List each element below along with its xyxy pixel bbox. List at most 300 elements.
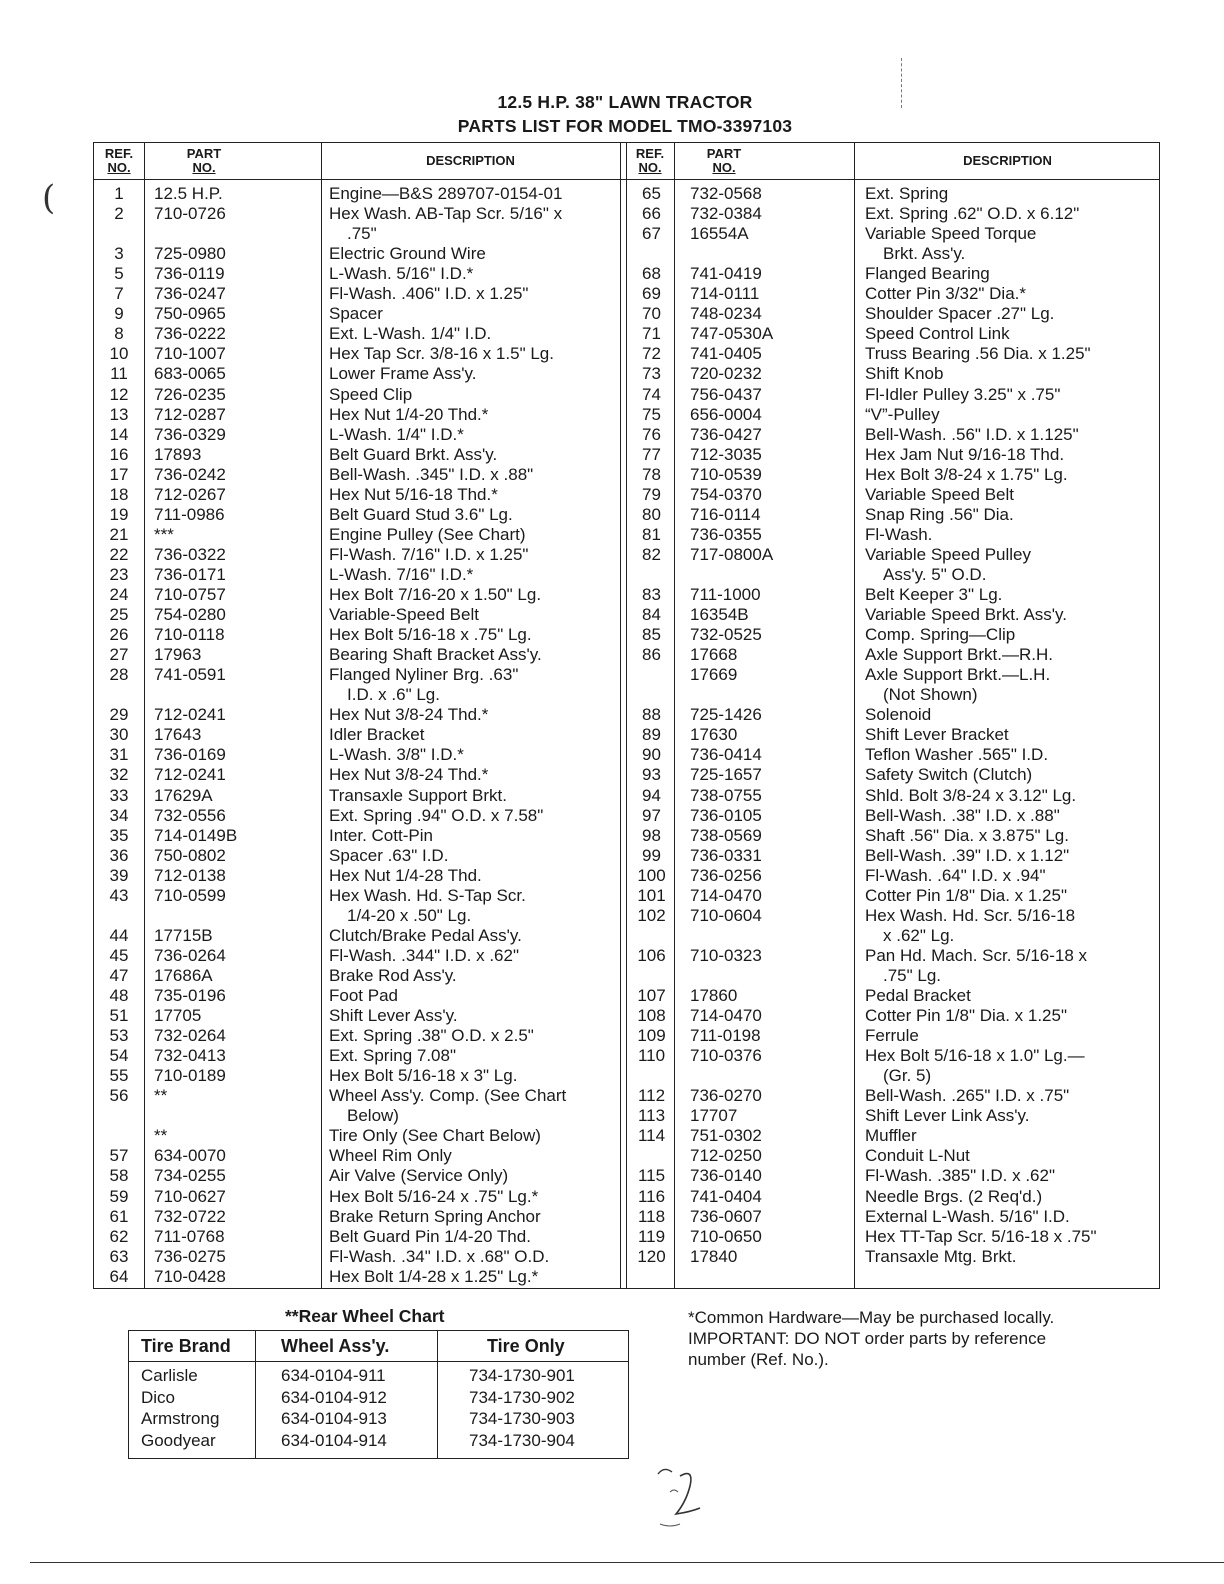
- right-row: [94, 244, 1161, 264]
- right-row: [94, 224, 1161, 244]
- left-part: 732-0264: [154, 1026, 226, 1046]
- left-desc: Ext. Spring .94" O.D. x 7.58": [329, 805, 544, 825]
- right-row: [94, 1126, 1161, 1146]
- left-ref: 25: [109, 605, 129, 625]
- left-part: 710-0726: [154, 204, 226, 224]
- left-desc: Hex Nut 1/4-20 Thd.*: [329, 404, 489, 424]
- right-desc: Ferrule: [865, 1026, 919, 1046]
- right-desc: Cotter Pin 1/8" Dia. x 1.25": [865, 1006, 1067, 1026]
- right-ref: 90: [642, 745, 661, 765]
- right-desc: Solenoid: [865, 705, 932, 725]
- left-part: 750-0965: [154, 304, 226, 324]
- right-part: 732-0525: [690, 625, 762, 645]
- left-ref: 29: [109, 705, 129, 725]
- right-row: [94, 745, 1161, 765]
- right-ref: 85: [642, 625, 661, 645]
- right-ref: 102: [637, 905, 666, 925]
- right-desc: Shld. Bolt 3/8-24 x 3.12" Lg.: [865, 785, 1077, 805]
- right-ref: 107: [637, 986, 666, 1005]
- right-row: [94, 344, 1161, 364]
- left-desc: Belt Guard Brkt. Ass'y.: [329, 444, 498, 464]
- right-desc: Variable Speed Brkt. Ass'y.: [865, 605, 1067, 625]
- right-ref: 113: [637, 1106, 666, 1126]
- left-part: 736-0264: [154, 945, 226, 965]
- right-desc: Fl-Wash. .64" I.D. x .94": [865, 865, 1046, 885]
- right-desc: Bell-Wash. .38" I.D. x .88": [865, 805, 1060, 825]
- right-row: [94, 826, 1161, 846]
- right-ref: 116: [637, 1186, 666, 1206]
- right-desc: Bell-Wash. .39" I.D. x 1.12": [865, 845, 1070, 865]
- wheel-header-brand: Tire Brand: [141, 1336, 231, 1356]
- left-part: 732-0722: [154, 1206, 226, 1226]
- right-desc: (Gr. 5): [883, 1066, 932, 1086]
- wheel-chart-row: [129, 1408, 628, 1430]
- right-desc: Shoulder Spacer .27" Lg.: [865, 304, 1055, 324]
- right-row: [94, 304, 1161, 324]
- left-desc: Hex Bolt 5/16-24 x .75" Lg.*: [329, 1186, 539, 1206]
- right-part: 736-0355: [690, 524, 762, 544]
- right-row: [94, 425, 1161, 445]
- right-desc: Bell-Wash. .265" I.D. x .75": [865, 1086, 1070, 1106]
- right-row: [94, 324, 1161, 344]
- right-part: 754-0370: [690, 484, 762, 504]
- right-desc: Flanged Bearing: [865, 264, 990, 284]
- bottom-rule: [30, 1562, 1224, 1563]
- right-ref: 110: [637, 1046, 666, 1066]
- right-ref: 69: [642, 284, 661, 304]
- right-ref: 106: [637, 945, 666, 965]
- left-part: 710-0189: [154, 1066, 226, 1086]
- left-part: 726-0235: [154, 384, 226, 404]
- left-part: 712-0287: [154, 404, 226, 424]
- right-desc: External L-Wash. 5/16" I.D.: [865, 1206, 1070, 1226]
- left-ref: 2: [114, 204, 124, 224]
- left-ref: 5: [114, 264, 124, 284]
- right-ref: 94: [642, 785, 661, 805]
- right-desc: Axle Support Brkt.—R.H.: [865, 645, 1054, 665]
- left-desc: Hex Wash. AB-Tap Scr. 5/16" x: [329, 204, 563, 224]
- right-desc: Brkt. Ass'y.: [883, 244, 966, 264]
- left-ref: 17: [109, 464, 129, 484]
- left-ref: 3: [114, 244, 124, 264]
- wheel-assy-part: 634-0104-911: [281, 1366, 386, 1385]
- tire-only-part: 734-1730-904: [469, 1430, 575, 1450]
- right-desc: Variable Speed Torque: [865, 224, 1037, 244]
- header-ref-no-2: REF. NO.: [635, 146, 665, 175]
- left-ref: 51: [109, 1006, 129, 1026]
- left-ref: 53: [109, 1026, 129, 1046]
- right-part: 710-0539: [690, 464, 762, 484]
- left-ref: 10: [109, 344, 129, 364]
- right-desc: Fl-Wash. .385" I.D. x .62": [865, 1166, 1055, 1186]
- left-desc: Flanged Nyliner Brg. .63": [329, 665, 519, 685]
- right-ref: 68: [642, 264, 661, 284]
- right-row: [94, 284, 1161, 304]
- tire-only-part: 734-1730-901: [469, 1366, 575, 1385]
- right-part: 17860: [690, 986, 738, 1005]
- right-row: [94, 986, 1161, 1006]
- right-desc: Variable Speed Belt: [865, 484, 1015, 504]
- left-ref: 58: [109, 1166, 129, 1186]
- left-ref: 43: [109, 885, 129, 905]
- right-desc: Snap Ring .56" Dia.: [865, 504, 1014, 524]
- left-desc: Speed Clip: [329, 384, 413, 404]
- right-desc: Truss Bearing .56 Dia. x 1.25": [865, 344, 1091, 364]
- right-desc: Hex Bolt 3/8-24 x 1.75" Lg.: [865, 464, 1068, 484]
- right-ref: 112: [637, 1086, 666, 1106]
- right-part: 736-0140: [690, 1166, 762, 1186]
- left-desc: Fl-Wash. .344" I.D. x .62": [329, 945, 519, 965]
- right-part: 741-0404: [690, 1186, 762, 1206]
- left-ref: 57: [109, 1146, 129, 1166]
- right-ref: 72: [642, 344, 661, 364]
- right-row: [94, 405, 1161, 425]
- left-desc: Ext. L-Wash. 1/4" I.D.: [329, 324, 492, 344]
- left-desc: Hex Nut 1/4-28 Thd.: [329, 865, 482, 885]
- right-desc: Axle Support Brkt.—L.H.: [865, 665, 1051, 685]
- left-ref: 35: [109, 825, 129, 845]
- tire-only-part: 734-1730-903: [469, 1409, 575, 1428]
- wheel-chart-title: **Rear Wheel Chart: [285, 1306, 445, 1326]
- right-row: [94, 184, 1161, 204]
- right-part: 717-0800A: [690, 544, 774, 564]
- right-row: [94, 1146, 1161, 1166]
- right-row: [94, 1066, 1161, 1086]
- left-part: 714-0149B: [154, 825, 238, 845]
- right-ref: 67: [642, 224, 661, 244]
- right-desc: Fl-Idler Pulley 3.25" x .75": [865, 384, 1061, 404]
- right-desc: Teflon Washer .565" I.D.: [865, 745, 1049, 765]
- left-desc: Wheel Ass'y. Comp. (See Chart: [329, 1086, 567, 1106]
- wheel-chart-row: [129, 1430, 628, 1452]
- right-part: 732-0568: [690, 184, 762, 203]
- right-ref: 118: [637, 1206, 666, 1226]
- right-part: 738-0755: [690, 785, 762, 805]
- left-desc: Variable-Speed Belt: [329, 605, 479, 625]
- right-row: [94, 1207, 1161, 1227]
- right-row: [94, 1227, 1161, 1247]
- right-part: 741-0419: [690, 264, 762, 284]
- right-desc: Hex Wash. Hd. Scr. 5/16-18: [865, 905, 1076, 925]
- left-ref: 26: [109, 625, 129, 645]
- left-part: 732-0556: [154, 805, 226, 825]
- right-row: [94, 786, 1161, 806]
- wheel-header-tire: Tire Only: [487, 1336, 565, 1356]
- left-row: [94, 1267, 1161, 1287]
- right-ref: 89: [642, 725, 661, 745]
- left-part: 17629A: [154, 785, 213, 805]
- left-part: 17715B: [154, 925, 213, 945]
- left-part: 12.5 H.P.: [154, 184, 223, 203]
- right-part: 751-0302: [690, 1126, 762, 1146]
- left-part: 725-0980: [154, 244, 226, 264]
- left-desc: Hex Nut 3/8-24 Thd.*: [329, 765, 489, 785]
- left-desc: Fl-Wash. 7/16" I.D. x 1.25": [329, 544, 529, 564]
- left-part: 683-0065: [154, 364, 226, 384]
- left-ref: 24: [109, 585, 129, 604]
- tire-brand: Armstrong: [141, 1409, 220, 1428]
- left-part: 17686A: [154, 965, 213, 985]
- right-row: [94, 1086, 1161, 1106]
- wheel-assy-part: 634-0104-912: [281, 1387, 387, 1407]
- right-desc: Muffler: [865, 1126, 917, 1146]
- right-part: 710-0323: [690, 945, 762, 965]
- left-part: 712-0267: [154, 484, 226, 504]
- right-row: [94, 1106, 1161, 1126]
- right-row: [94, 385, 1161, 405]
- wheel-assy-part: 634-0104-914: [281, 1430, 387, 1450]
- left-ref: 19: [109, 504, 129, 524]
- left-ref: 61: [109, 1206, 129, 1226]
- right-part: 16354B: [690, 605, 749, 625]
- right-row: [94, 364, 1161, 384]
- wheel-header-divider: [129, 1361, 628, 1362]
- left-desc: Fl-Wash. .34" I.D. x .68" O.D.: [329, 1246, 550, 1266]
- left-desc: Brake Rod Ass'y.: [329, 965, 457, 985]
- left-ref: 21: [109, 524, 129, 544]
- left-desc: Spacer .63" I.D.: [329, 845, 449, 865]
- left-ref: 16: [109, 444, 129, 464]
- wheel-assy-part: 634-0104-913: [281, 1409, 387, 1428]
- left-desc: Engine Pulley (See Chart): [329, 524, 526, 544]
- right-part: 714-0470: [690, 1006, 762, 1026]
- right-row: [94, 725, 1161, 745]
- right-part: 17668: [690, 645, 738, 665]
- document-subtitle: PARTS LIST FOR MODEL TMO-3397103: [457, 116, 793, 136]
- left-part: 710-0757: [154, 585, 226, 604]
- right-row: [94, 966, 1161, 986]
- right-part: 736-0427: [690, 424, 762, 444]
- parts-list-table: [93, 142, 1160, 1289]
- left-desc: Hex Nut 5/16-18 Thd.*: [329, 484, 498, 504]
- left-desc: Ext. Spring 7.08": [329, 1046, 456, 1066]
- left-part: 17893: [154, 444, 202, 464]
- right-ref: 73: [642, 364, 661, 384]
- right-part: 736-0105: [690, 805, 762, 825]
- right-row: [94, 926, 1161, 946]
- right-desc: Shift Lever Bracket: [865, 725, 1009, 745]
- right-desc: Hex TT-Tap Scr. 5/16-18 x .75": [865, 1226, 1097, 1246]
- left-ref: 62: [109, 1226, 129, 1246]
- margin-mark: (: [42, 178, 56, 218]
- left-part: 736-0275: [154, 1246, 226, 1266]
- left-part: 712-0241: [154, 705, 226, 725]
- left-desc: 1/4-20 x .50" Lg.: [347, 905, 472, 925]
- left-part: 735-0196: [154, 986, 226, 1005]
- left-part: 736-0222: [154, 324, 226, 344]
- left-ref: 28: [109, 665, 129, 685]
- right-row: [94, 765, 1161, 785]
- right-part: 710-0604: [690, 905, 762, 925]
- left-ref: 11: [110, 364, 128, 384]
- right-row: [94, 665, 1161, 685]
- right-desc: Pan Hd. Mach. Scr. 5/16-18 x: [865, 945, 1088, 965]
- left-part: **: [154, 1086, 168, 1106]
- right-part: 736-0331: [690, 845, 762, 865]
- header-divider: [94, 179, 1159, 180]
- right-desc: Speed Control Link: [865, 324, 1010, 344]
- right-row: [94, 525, 1161, 545]
- wheel-header-assy: Wheel Ass'y.: [281, 1336, 390, 1356]
- left-desc: Clutch/Brake Pedal Ass'y.: [329, 925, 522, 945]
- right-desc: Shift Lever Link Ass'y.: [865, 1106, 1030, 1126]
- left-desc: Bell-Wash. .345" I.D. x .88": [329, 464, 534, 484]
- right-row: [94, 946, 1161, 966]
- right-part: 747-0530A: [690, 324, 774, 344]
- header-ref-no: REF. NO.: [104, 146, 134, 175]
- right-ref: 84: [642, 605, 661, 625]
- left-ref: 7: [114, 284, 124, 304]
- right-desc: Needle Brgs. (2 Req'd.): [865, 1186, 1043, 1206]
- left-desc: Electric Ground Wire: [329, 244, 486, 264]
- left-ref: 9: [114, 304, 124, 324]
- handwritten-page-mark: [650, 1462, 720, 1534]
- right-part: 656-0004: [690, 404, 762, 424]
- right-part: 714-0470: [690, 885, 762, 905]
- left-desc: L-Wash. 1/4" I.D.*: [329, 424, 464, 444]
- left-desc: Lower Frame Ass'y.: [329, 364, 477, 384]
- right-row: [94, 545, 1161, 565]
- right-ref: 77: [642, 444, 661, 464]
- right-row: [94, 886, 1161, 906]
- note-common-hardware: *Common Hardware—May be purchased locally.: [688, 1308, 1055, 1327]
- header-description: DESCRIPTION: [426, 153, 515, 168]
- right-row: [94, 204, 1161, 224]
- left-ref: 63: [109, 1246, 129, 1266]
- right-row: [94, 585, 1161, 605]
- right-row: [94, 645, 1161, 665]
- right-ref: 79: [642, 484, 661, 504]
- right-desc: Belt Keeper 3" Lg.: [865, 585, 1003, 604]
- right-ref: 97: [642, 805, 661, 825]
- right-row: [94, 625, 1161, 645]
- right-desc: Variable Speed Pulley: [865, 544, 1032, 564]
- document-title: 12.5 H.P. 38" LAWN TRACTOR: [497, 92, 753, 112]
- right-ref: 74: [642, 384, 661, 404]
- right-part: 712-0250: [690, 1146, 762, 1166]
- right-desc: Cotter Pin 3/32" Dia.*: [865, 284, 1027, 304]
- left-ref: 22: [109, 544, 129, 564]
- right-row: [94, 1046, 1161, 1066]
- right-part: 710-0376: [690, 1046, 762, 1066]
- left-ref: 36: [109, 845, 129, 865]
- left-part: 732-0413: [154, 1046, 226, 1066]
- left-part: 734-0255: [154, 1166, 226, 1186]
- left-part: ***: [154, 524, 174, 544]
- left-ref: 32: [109, 765, 129, 785]
- right-row: [94, 505, 1161, 525]
- left-ref: 34: [109, 805, 129, 825]
- right-part: 720-0232: [690, 364, 762, 384]
- right-ref: 83: [642, 585, 661, 604]
- left-ref: 1: [114, 184, 124, 203]
- left-desc: Hex Tap Scr. 3/8-16 x 1.5" Lg.: [329, 344, 554, 364]
- right-part: 736-0270: [690, 1086, 762, 1106]
- note-reference: number (Ref. No.).: [688, 1350, 829, 1369]
- right-part: 16554A: [690, 224, 749, 244]
- right-ref: 108: [637, 1006, 666, 1026]
- right-part: 17707: [690, 1106, 738, 1126]
- right-ref: 119: [637, 1226, 666, 1246]
- right-ref: 81: [642, 524, 661, 544]
- right-part: 711-0198: [690, 1026, 761, 1046]
- left-part: 736-0171: [154, 564, 226, 584]
- left-ref: 56: [109, 1086, 129, 1106]
- right-row: [94, 465, 1161, 485]
- left-desc: Idler Bracket: [329, 725, 425, 745]
- right-ref: 100: [637, 865, 666, 885]
- right-ref: 109: [637, 1026, 666, 1046]
- left-part: 754-0280: [154, 605, 226, 625]
- left-desc: Fl-Wash. .406" I.D. x 1.25": [329, 284, 529, 304]
- left-part: 710-0118: [154, 625, 225, 645]
- left-desc: L-Wash. 5/16" I.D.*: [329, 264, 474, 284]
- right-part: 17630: [690, 725, 738, 745]
- right-part: 756-0437: [690, 384, 762, 404]
- right-ref: 66: [642, 204, 661, 224]
- left-desc: Engine—B&S 289707-0154-01: [329, 184, 563, 203]
- right-ref: 114: [637, 1126, 666, 1146]
- left-desc: Wheel Rim Only: [329, 1146, 452, 1166]
- left-desc: .75": [347, 224, 377, 244]
- left-part: 17963: [154, 645, 202, 665]
- right-ref: 78: [642, 464, 661, 484]
- right-desc: Ext. Spring .62" O.D. x 6.12": [865, 204, 1080, 224]
- left-desc: Hex Nut 3/8-24 Thd.*: [329, 705, 489, 725]
- left-part: 634-0070: [154, 1146, 226, 1166]
- left-part: 711-0768: [154, 1226, 225, 1246]
- left-desc: Hex Bolt 1/4-28 x 1.25" Lg.*: [329, 1266, 539, 1286]
- right-desc: Fl-Wash.: [865, 524, 933, 544]
- left-desc: Foot Pad: [329, 986, 398, 1005]
- left-ref: 13: [109, 404, 129, 424]
- right-ref: 88: [642, 705, 661, 725]
- left-part: 710-0627: [154, 1186, 226, 1206]
- right-row: [94, 264, 1161, 284]
- right-desc: x .62" Lg.: [883, 925, 955, 945]
- left-desc: Ext. Spring .38" O.D. x 2.5": [329, 1026, 534, 1046]
- left-ref: 64: [109, 1266, 129, 1286]
- left-part: 17643: [154, 725, 202, 745]
- right-desc: Conduit L-Nut: [865, 1146, 970, 1166]
- left-ref: 14: [109, 424, 129, 444]
- right-desc: (Not Shown): [883, 685, 978, 705]
- left-ref: 39: [109, 865, 129, 885]
- right-row: [94, 866, 1161, 886]
- right-ref: 76: [642, 424, 661, 444]
- right-row: [94, 846, 1161, 866]
- right-desc: Hex Jam Nut 9/16-18 Thd.: [865, 444, 1065, 464]
- left-desc: Belt Guard Stud 3.6" Lg.: [329, 504, 513, 524]
- left-ref: 55: [109, 1066, 129, 1086]
- header-part-no: PART NO.: [186, 146, 222, 175]
- right-part: 712-3035: [690, 444, 762, 464]
- left-desc: Tire Only (See Chart Below): [329, 1126, 541, 1146]
- right-desc: Pedal Bracket: [865, 986, 971, 1005]
- left-desc: Inter. Cott-Pin: [329, 825, 433, 845]
- right-row: [94, 445, 1161, 465]
- right-desc: Safety Switch (Clutch): [865, 765, 1033, 785]
- right-desc: Transaxle Mtg. Brkt.: [865, 1246, 1017, 1266]
- right-ref: 98: [642, 825, 661, 845]
- right-row: [94, 565, 1161, 585]
- right-ref: 65: [642, 184, 661, 203]
- right-ref: 75: [642, 404, 661, 424]
- left-ref: 47: [109, 965, 129, 985]
- left-part: **: [154, 1126, 168, 1146]
- left-part: 17705: [154, 1006, 202, 1026]
- left-ref: 23: [109, 564, 129, 584]
